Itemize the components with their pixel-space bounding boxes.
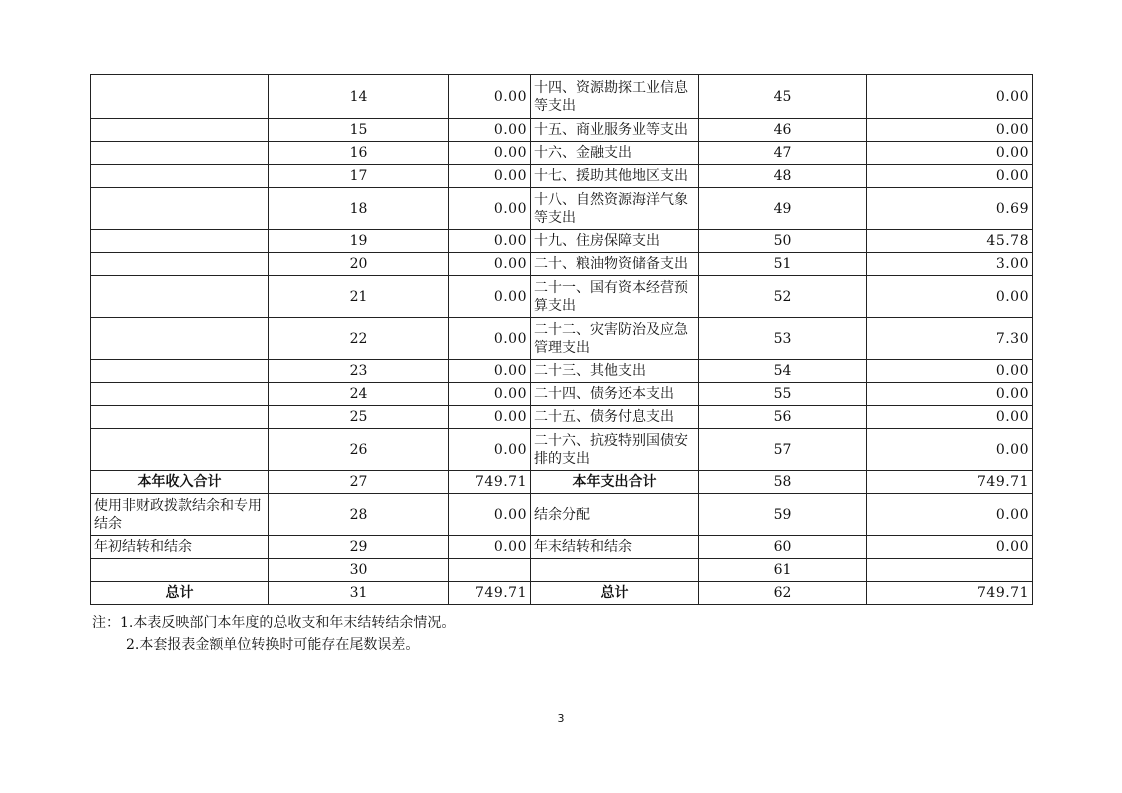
right-label-cell: 二十四、债务还本支出 bbox=[531, 383, 699, 406]
table-row bbox=[91, 559, 1033, 582]
right-line-no-cell: 60 bbox=[699, 536, 867, 559]
right-label-cell: 十九、住房保障支出 bbox=[531, 230, 699, 253]
right-amount-cell: 0.00 bbox=[867, 494, 1033, 536]
left-line-no-cell: 22 bbox=[269, 318, 449, 360]
right-amount-cell: 0.00 bbox=[867, 360, 1033, 383]
right-label-cell: 二十五、债务付息支出 bbox=[531, 406, 699, 429]
right-amount-cell: 0.00 bbox=[867, 276, 1033, 318]
right-line-no-cell: 46 bbox=[699, 119, 867, 142]
left-line-no-cell: 28 bbox=[269, 494, 449, 536]
right-label-cell: 二十三、其他支出 bbox=[531, 360, 699, 383]
note-line-1: 注：1.本表反映部门本年度的总收支和年末结转结余情况。 bbox=[92, 615, 456, 631]
left-label-cell bbox=[91, 119, 269, 142]
right-amount-cell: 749.71 bbox=[867, 582, 1033, 605]
right-amount-cell: 0.00 bbox=[867, 536, 1033, 559]
right-amount-cell: 0.00 bbox=[867, 119, 1033, 142]
left-amount-cell: 0.00 bbox=[449, 360, 531, 383]
left-line-no-cell: 29 bbox=[269, 536, 449, 559]
table-row bbox=[91, 471, 1033, 494]
left-amount-cell: 0.00 bbox=[449, 494, 531, 536]
right-amount-cell: 7.30 bbox=[867, 318, 1033, 360]
left-line-no-cell: 17 bbox=[269, 165, 449, 188]
table-row bbox=[91, 383, 1033, 406]
left-line-no-cell: 27 bbox=[269, 471, 449, 494]
right-label-cell: 十五、商业服务业等支出 bbox=[531, 119, 699, 142]
table-row bbox=[91, 318, 1033, 360]
right-amount-cell: 0.00 bbox=[867, 406, 1033, 429]
table-row bbox=[91, 119, 1033, 142]
left-label-cell: 使用非财政拨款结余和专用结余 bbox=[91, 494, 269, 536]
left-line-no-cell: 19 bbox=[269, 230, 449, 253]
right-amount-cell: 45.78 bbox=[867, 230, 1033, 253]
left-line-no-cell: 31 bbox=[269, 582, 449, 605]
left-label-cell bbox=[91, 276, 269, 318]
table-row bbox=[91, 253, 1033, 276]
table-row bbox=[91, 230, 1033, 253]
right-label-cell: 十七、援助其他地区支出 bbox=[531, 165, 699, 188]
grand-total-label-right: 总计 bbox=[531, 582, 699, 605]
table-row bbox=[91, 276, 1033, 318]
left-line-no-cell: 20 bbox=[269, 253, 449, 276]
left-label-cell bbox=[91, 383, 269, 406]
right-label-cell: 二十二、灾害防治及应急管理支出 bbox=[531, 318, 699, 360]
right-line-no-cell: 62 bbox=[699, 582, 867, 605]
left-label-cell bbox=[91, 406, 269, 429]
left-label-cell bbox=[91, 165, 269, 188]
right-label-cell: 十四、资源勘探工业信息等支出 bbox=[531, 75, 699, 119]
right-label-cell: 二十、粮油物资储备支出 bbox=[531, 253, 699, 276]
left-amount-cell: 0.00 bbox=[449, 429, 531, 471]
right-label-cell: 二十六、抗疫特别国债安排的支出 bbox=[531, 429, 699, 471]
left-line-no-cell: 26 bbox=[269, 429, 449, 471]
right-line-no-cell: 55 bbox=[699, 383, 867, 406]
left-amount-cell: 0.00 bbox=[449, 75, 531, 119]
table-row bbox=[91, 582, 1033, 605]
right-amount-cell: 749.71 bbox=[867, 471, 1033, 494]
left-amount-cell: 0.00 bbox=[449, 230, 531, 253]
right-line-no-cell: 48 bbox=[699, 165, 867, 188]
left-amount-cell: 0.00 bbox=[449, 119, 531, 142]
left-amount-cell: 749.71 bbox=[449, 582, 531, 605]
left-line-no-cell: 23 bbox=[269, 360, 449, 383]
left-line-no-cell: 15 bbox=[269, 119, 449, 142]
note-line-2: 2.本套报表金额单位转换时可能存在尾数误差。 bbox=[126, 637, 420, 653]
table-row bbox=[91, 75, 1033, 119]
left-amount-cell: 0.00 bbox=[449, 406, 531, 429]
left-line-no-cell: 24 bbox=[269, 383, 449, 406]
right-amount-cell: 0.69 bbox=[867, 188, 1033, 230]
right-line-no-cell: 50 bbox=[699, 230, 867, 253]
table-row bbox=[91, 429, 1033, 471]
right-line-no-cell: 53 bbox=[699, 318, 867, 360]
table-notes bbox=[92, 612, 455, 656]
right-label-cell: 十八、自然资源海洋气象等支出 bbox=[531, 188, 699, 230]
left-amount-cell: 0.00 bbox=[449, 253, 531, 276]
table-row bbox=[91, 360, 1033, 383]
left-label-cell: 年初结转和结余 bbox=[91, 536, 269, 559]
table-row bbox=[91, 142, 1033, 165]
page-number: 3 bbox=[557, 712, 565, 725]
table-row bbox=[91, 188, 1033, 230]
left-line-no-cell: 25 bbox=[269, 406, 449, 429]
grand-total-label-left: 总计 bbox=[91, 582, 269, 605]
left-amount-cell: 749.71 bbox=[449, 471, 531, 494]
left-line-no-cell: 16 bbox=[269, 142, 449, 165]
table-row bbox=[91, 536, 1033, 559]
right-amount-cell: 0.00 bbox=[867, 165, 1033, 188]
left-amount-cell: 0.00 bbox=[449, 165, 531, 188]
right-amount-cell: 0.00 bbox=[867, 75, 1033, 119]
left-amount-cell: 0.00 bbox=[449, 536, 531, 559]
left-label-cell bbox=[91, 429, 269, 471]
left-amount-cell: 0.00 bbox=[449, 318, 531, 360]
right-line-no-cell: 45 bbox=[699, 75, 867, 119]
right-label-cell: 十六、金融支出 bbox=[531, 142, 699, 165]
right-line-no-cell: 54 bbox=[699, 360, 867, 383]
left-amount-cell: 0.00 bbox=[449, 276, 531, 318]
right-line-no-cell: 57 bbox=[699, 429, 867, 471]
table-row bbox=[91, 494, 1033, 536]
right-line-no-cell: 59 bbox=[699, 494, 867, 536]
left-line-no-cell: 21 bbox=[269, 276, 449, 318]
table-row bbox=[91, 165, 1033, 188]
right-label-cell: 年末结转和结余 bbox=[531, 536, 699, 559]
left-label-cell bbox=[91, 142, 269, 165]
expense-subtotal-label: 本年支出合计 bbox=[531, 471, 699, 494]
left-amount-cell bbox=[449, 559, 531, 582]
left-label-cell bbox=[91, 75, 269, 119]
left-label-cell bbox=[91, 559, 269, 582]
final-accounts-table bbox=[90, 74, 1033, 605]
table-row bbox=[91, 406, 1033, 429]
right-label-cell: 二十一、国有资本经营预算支出 bbox=[531, 276, 699, 318]
left-label-cell bbox=[91, 253, 269, 276]
left-line-no-cell: 18 bbox=[269, 188, 449, 230]
right-amount-cell: 0.00 bbox=[867, 142, 1033, 165]
left-label-cell bbox=[91, 230, 269, 253]
left-amount-cell: 0.00 bbox=[449, 142, 531, 165]
right-line-no-cell: 49 bbox=[699, 188, 867, 230]
left-line-no-cell: 30 bbox=[269, 559, 449, 582]
left-label-cell bbox=[91, 360, 269, 383]
right-line-no-cell: 47 bbox=[699, 142, 867, 165]
right-amount-cell: 3.00 bbox=[867, 253, 1033, 276]
table-body bbox=[91, 75, 1033, 605]
right-line-no-cell: 52 bbox=[699, 276, 867, 318]
right-label-cell: 结余分配 bbox=[531, 494, 699, 536]
left-label-cell bbox=[91, 188, 269, 230]
income-subtotal-label: 本年收入合计 bbox=[91, 471, 269, 494]
right-label-cell bbox=[531, 559, 699, 582]
right-line-no-cell: 61 bbox=[699, 559, 867, 582]
left-amount-cell: 0.00 bbox=[449, 188, 531, 230]
right-line-no-cell: 51 bbox=[699, 253, 867, 276]
right-amount-cell bbox=[867, 559, 1033, 582]
right-line-no-cell: 58 bbox=[699, 471, 867, 494]
left-line-no-cell: 14 bbox=[269, 75, 449, 119]
right-line-no-cell: 56 bbox=[699, 406, 867, 429]
right-amount-cell: 0.00 bbox=[867, 429, 1033, 471]
right-amount-cell: 0.00 bbox=[867, 383, 1033, 406]
left-amount-cell: 0.00 bbox=[449, 383, 531, 406]
left-label-cell bbox=[91, 318, 269, 360]
